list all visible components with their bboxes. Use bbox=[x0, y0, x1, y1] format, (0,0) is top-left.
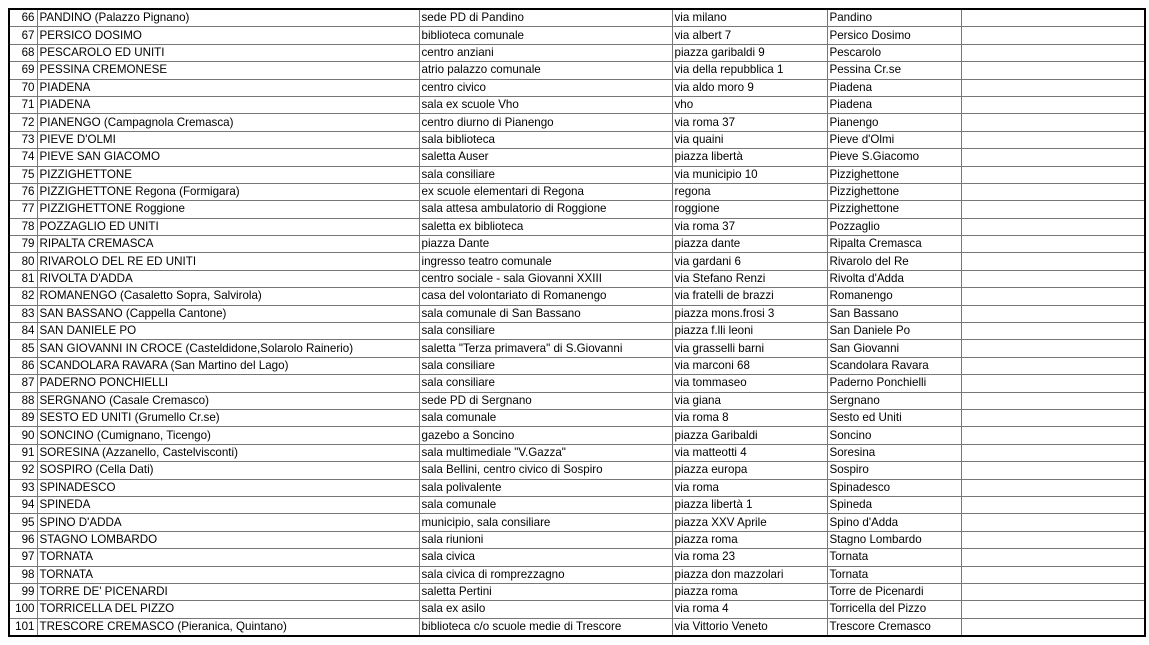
row-number-cell: 97 bbox=[9, 549, 37, 566]
address-cell: via Stefano Renzi bbox=[672, 270, 827, 287]
town-cell: Piadena bbox=[827, 96, 961, 113]
row-number-cell: 73 bbox=[9, 131, 37, 148]
empty-cell bbox=[961, 531, 1145, 548]
row-number-cell: 101 bbox=[9, 618, 37, 636]
venue-cell: biblioteca c/o scuole medie di Trescore bbox=[419, 618, 672, 636]
empty-cell bbox=[961, 9, 1145, 27]
row-number-cell: 87 bbox=[9, 375, 37, 392]
table-row bbox=[9, 531, 1145, 548]
municipality-cell: SAN BASSANO (Cappella Cantone) bbox=[37, 305, 419, 322]
table-row bbox=[9, 270, 1145, 287]
municipality-cell: SAN GIOVANNI IN CROCE (Casteldidone,Solarolo Rainerio) bbox=[37, 340, 419, 357]
row-number-cell: 99 bbox=[9, 583, 37, 600]
locations-table bbox=[8, 8, 1146, 637]
empty-cell bbox=[961, 340, 1145, 357]
town-cell: Torricella del Pizzo bbox=[827, 601, 961, 618]
town-cell: San Bassano bbox=[827, 305, 961, 322]
address-cell: via quaini bbox=[672, 131, 827, 148]
table-row bbox=[9, 409, 1145, 426]
empty-cell bbox=[961, 514, 1145, 531]
address-cell: via milano bbox=[672, 9, 827, 27]
venue-cell: centro anziani bbox=[419, 44, 672, 61]
row-number-cell: 95 bbox=[9, 514, 37, 531]
table-row bbox=[9, 62, 1145, 79]
table-row bbox=[9, 444, 1145, 461]
address-cell: piazza garibaldi 9 bbox=[672, 44, 827, 61]
town-cell: Pieve S.Giacomo bbox=[827, 149, 961, 166]
address-cell: via roma 23 bbox=[672, 549, 827, 566]
row-number-cell: 90 bbox=[9, 427, 37, 444]
empty-cell bbox=[961, 149, 1145, 166]
municipality-cell: PERSICO DOSIMO bbox=[37, 27, 419, 44]
municipality-cell: TORNATA bbox=[37, 566, 419, 583]
table-row bbox=[9, 462, 1145, 479]
table-row bbox=[9, 583, 1145, 600]
address-cell: piazza Garibaldi bbox=[672, 427, 827, 444]
municipality-cell: POZZAGLIO ED UNITI bbox=[37, 218, 419, 235]
venue-cell: atrio palazzo comunale bbox=[419, 62, 672, 79]
town-cell: Sergnano bbox=[827, 392, 961, 409]
municipality-cell: PESCAROLO ED UNITI bbox=[37, 44, 419, 61]
empty-cell bbox=[961, 114, 1145, 131]
municipality-cell: PESSINA CREMONESE bbox=[37, 62, 419, 79]
address-cell: piazza mons.frosi 3 bbox=[672, 305, 827, 322]
venue-cell: sala comunale bbox=[419, 496, 672, 513]
venue-cell: sala civica di romprezzagno bbox=[419, 566, 672, 583]
town-cell: Rivolta d'Adda bbox=[827, 270, 961, 287]
venue-cell: sala consiliare bbox=[419, 166, 672, 183]
town-cell: Soncino bbox=[827, 427, 961, 444]
town-cell: Persico Dosimo bbox=[827, 27, 961, 44]
row-number-cell: 80 bbox=[9, 253, 37, 270]
venue-cell: biblioteca comunale bbox=[419, 27, 672, 44]
table-row bbox=[9, 96, 1145, 113]
venue-cell: sala multimediale "V.Gazza" bbox=[419, 444, 672, 461]
table-row bbox=[9, 392, 1145, 409]
table-row bbox=[9, 566, 1145, 583]
table-row bbox=[9, 375, 1145, 392]
empty-cell bbox=[961, 479, 1145, 496]
town-cell: Rivarolo del Re bbox=[827, 253, 961, 270]
address-cell: via matteotti 4 bbox=[672, 444, 827, 461]
town-cell: Pizzighettone bbox=[827, 183, 961, 200]
table-row bbox=[9, 323, 1145, 340]
row-number-cell: 100 bbox=[9, 601, 37, 618]
address-cell: via gardani 6 bbox=[672, 253, 827, 270]
row-number-cell: 84 bbox=[9, 323, 37, 340]
address-cell: piazza libertà bbox=[672, 149, 827, 166]
empty-cell bbox=[961, 236, 1145, 253]
municipality-cell: SCANDOLARA RAVARA (San Martino del Lago) bbox=[37, 357, 419, 374]
town-cell: Paderno Ponchielli bbox=[827, 375, 961, 392]
address-cell: piazza roma bbox=[672, 531, 827, 548]
empty-cell bbox=[961, 62, 1145, 79]
municipality-cell: PADERNO PONCHIELLI bbox=[37, 375, 419, 392]
row-number-cell: 91 bbox=[9, 444, 37, 461]
municipality-cell: SPINO D'ADDA bbox=[37, 514, 419, 531]
row-number-cell: 77 bbox=[9, 201, 37, 218]
municipality-cell: STAGNO LOMBARDO bbox=[37, 531, 419, 548]
row-number-cell: 96 bbox=[9, 531, 37, 548]
row-number-cell: 94 bbox=[9, 496, 37, 513]
venue-cell: sala civica bbox=[419, 549, 672, 566]
empty-cell bbox=[961, 27, 1145, 44]
municipality-cell: PANDINO (Palazzo Pignano) bbox=[37, 9, 419, 27]
municipality-cell: PIEVE SAN GIACOMO bbox=[37, 149, 419, 166]
address-cell: via roma 8 bbox=[672, 409, 827, 426]
row-number-cell: 72 bbox=[9, 114, 37, 131]
address-cell: via della repubblica 1 bbox=[672, 62, 827, 79]
venue-cell: sala consiliare bbox=[419, 323, 672, 340]
table-row bbox=[9, 514, 1145, 531]
town-cell: Spino d'Adda bbox=[827, 514, 961, 531]
venue-cell: sala polivalente bbox=[419, 479, 672, 496]
municipality-cell: PIADENA bbox=[37, 96, 419, 113]
table-row bbox=[9, 236, 1145, 253]
municipality-cell: RIVAROLO DEL RE ED UNITI bbox=[37, 253, 419, 270]
address-cell: piazza roma bbox=[672, 583, 827, 600]
row-number-cell: 67 bbox=[9, 27, 37, 44]
table-row bbox=[9, 9, 1145, 27]
row-number-cell: 74 bbox=[9, 149, 37, 166]
table-row bbox=[9, 305, 1145, 322]
venue-cell: sala biblioteca bbox=[419, 131, 672, 148]
municipality-cell: PIZZIGHETTONE Regona (Formigara) bbox=[37, 183, 419, 200]
municipality-cell: SPINADESCO bbox=[37, 479, 419, 496]
table-row bbox=[9, 149, 1145, 166]
table-row bbox=[9, 131, 1145, 148]
venue-cell: centro civico bbox=[419, 79, 672, 96]
empty-cell bbox=[961, 270, 1145, 287]
address-cell: via roma 37 bbox=[672, 218, 827, 235]
empty-cell bbox=[961, 183, 1145, 200]
address-cell: piazza libertà 1 bbox=[672, 496, 827, 513]
address-cell: piazza europa bbox=[672, 462, 827, 479]
address-cell: via giana bbox=[672, 392, 827, 409]
empty-cell bbox=[961, 288, 1145, 305]
venue-cell: sala comunale di San Bassano bbox=[419, 305, 672, 322]
town-cell: Piadena bbox=[827, 79, 961, 96]
table-row bbox=[9, 114, 1145, 131]
venue-cell: casa del volontariato di Romanengo bbox=[419, 288, 672, 305]
address-cell: regona bbox=[672, 183, 827, 200]
venue-cell: sede PD di Sergnano bbox=[419, 392, 672, 409]
town-cell: Ripalta Cremasca bbox=[827, 236, 961, 253]
table-row bbox=[9, 357, 1145, 374]
venue-cell: saletta Pertini bbox=[419, 583, 672, 600]
town-cell: Pizzighettone bbox=[827, 201, 961, 218]
table-row bbox=[9, 27, 1145, 44]
venue-cell: sala ex asilo bbox=[419, 601, 672, 618]
town-cell: Pandino bbox=[827, 9, 961, 27]
venue-cell: sala riunioni bbox=[419, 531, 672, 548]
town-cell: Pianengo bbox=[827, 114, 961, 131]
venue-cell: municipio, sala consiliare bbox=[419, 514, 672, 531]
municipality-cell: PIADENA bbox=[37, 79, 419, 96]
row-number-cell: 85 bbox=[9, 340, 37, 357]
address-cell: via roma 37 bbox=[672, 114, 827, 131]
empty-cell bbox=[961, 444, 1145, 461]
municipality-cell: PIZZIGHETTONE Roggione bbox=[37, 201, 419, 218]
table-row bbox=[9, 166, 1145, 183]
municipality-cell: TORRE DE' PICENARDI bbox=[37, 583, 419, 600]
empty-cell bbox=[961, 201, 1145, 218]
address-cell: piazza don mazzolari bbox=[672, 566, 827, 583]
table-row bbox=[9, 601, 1145, 618]
venue-cell: sede PD di Pandino bbox=[419, 9, 672, 27]
town-cell: Pozzaglio bbox=[827, 218, 961, 235]
town-cell: Pescarolo bbox=[827, 44, 961, 61]
empty-cell bbox=[961, 496, 1145, 513]
municipality-cell: TORRICELLA DEL PIZZO bbox=[37, 601, 419, 618]
town-cell: Sospiro bbox=[827, 462, 961, 479]
town-cell: Trescore Cremasco bbox=[827, 618, 961, 636]
municipality-cell: SESTO ED UNITI (Grumello Cr.se) bbox=[37, 409, 419, 426]
empty-cell bbox=[961, 44, 1145, 61]
empty-cell bbox=[961, 583, 1145, 600]
venue-cell: saletta ex biblioteca bbox=[419, 218, 672, 235]
empty-cell bbox=[961, 96, 1145, 113]
table-row bbox=[9, 479, 1145, 496]
table-row bbox=[9, 618, 1145, 636]
venue-cell: gazebo a Soncino bbox=[419, 427, 672, 444]
municipality-cell: SONCINO (Cumignano, Ticengo) bbox=[37, 427, 419, 444]
row-number-cell: 98 bbox=[9, 566, 37, 583]
empty-cell bbox=[961, 427, 1145, 444]
town-cell: Pessina Cr.se bbox=[827, 62, 961, 79]
municipality-cell: SPINEDA bbox=[37, 496, 419, 513]
row-number-cell: 79 bbox=[9, 236, 37, 253]
table-row bbox=[9, 44, 1145, 61]
address-cell: via aldo moro 9 bbox=[672, 79, 827, 96]
empty-cell bbox=[961, 392, 1145, 409]
row-number-cell: 81 bbox=[9, 270, 37, 287]
empty-cell bbox=[961, 323, 1145, 340]
row-number-cell: 76 bbox=[9, 183, 37, 200]
municipality-cell: PIEVE D'OLMI bbox=[37, 131, 419, 148]
address-cell: via marconi 68 bbox=[672, 357, 827, 374]
row-number-cell: 78 bbox=[9, 218, 37, 235]
table-row bbox=[9, 79, 1145, 96]
venue-cell: sala consiliare bbox=[419, 357, 672, 374]
town-cell: Pieve d'Olmi bbox=[827, 131, 961, 148]
venue-cell: piazza Dante bbox=[419, 236, 672, 253]
municipality-cell: SERGNANO (Casale Cremasco) bbox=[37, 392, 419, 409]
empty-cell bbox=[961, 305, 1145, 322]
table-row bbox=[9, 549, 1145, 566]
empty-cell bbox=[961, 166, 1145, 183]
municipality-cell: RIVOLTA D'ADDA bbox=[37, 270, 419, 287]
municipality-cell: PIANENGO (Campagnola Cremasca) bbox=[37, 114, 419, 131]
empty-cell bbox=[961, 357, 1145, 374]
row-number-cell: 88 bbox=[9, 392, 37, 409]
municipality-cell: SOSPIRO (Cella Dati) bbox=[37, 462, 419, 479]
town-cell: Sesto ed Uniti bbox=[827, 409, 961, 426]
town-cell: Tornata bbox=[827, 549, 961, 566]
municipality-cell: SAN DANIELE PO bbox=[37, 323, 419, 340]
table-row bbox=[9, 253, 1145, 270]
table-row bbox=[9, 288, 1145, 305]
venue-cell: ingresso teatro comunale bbox=[419, 253, 672, 270]
address-cell: vho bbox=[672, 96, 827, 113]
town-cell: Soresina bbox=[827, 444, 961, 461]
municipality-cell: SORESINA (Azzanello, Castelvisconti) bbox=[37, 444, 419, 461]
empty-cell bbox=[961, 618, 1145, 636]
venue-cell: sala attesa ambulatorio di Roggione bbox=[419, 201, 672, 218]
municipality-cell: PIZZIGHETTONE bbox=[37, 166, 419, 183]
town-cell: Tornata bbox=[827, 566, 961, 583]
municipality-cell: TORNATA bbox=[37, 549, 419, 566]
town-cell: Romanengo bbox=[827, 288, 961, 305]
row-number-cell: 83 bbox=[9, 305, 37, 322]
row-number-cell: 89 bbox=[9, 409, 37, 426]
address-cell: via municipio 10 bbox=[672, 166, 827, 183]
empty-cell bbox=[961, 601, 1145, 618]
table-row bbox=[9, 183, 1145, 200]
address-cell: piazza f.lli leoni bbox=[672, 323, 827, 340]
table-row bbox=[9, 218, 1145, 235]
address-cell: roggione bbox=[672, 201, 827, 218]
empty-cell bbox=[961, 409, 1145, 426]
row-number-cell: 82 bbox=[9, 288, 37, 305]
municipality-cell: ROMANENGO (Casaletto Sopra, Salvirola) bbox=[37, 288, 419, 305]
address-cell: via Vittorio Veneto bbox=[672, 618, 827, 636]
address-cell: via tommaseo bbox=[672, 375, 827, 392]
table-row bbox=[9, 496, 1145, 513]
table-row bbox=[9, 201, 1145, 218]
town-cell: Stagno Lombardo bbox=[827, 531, 961, 548]
venue-cell: centro diurno di Pianengo bbox=[419, 114, 672, 131]
town-cell: San Daniele Po bbox=[827, 323, 961, 340]
venue-cell: sala Bellini, centro civico di Sospiro bbox=[419, 462, 672, 479]
row-number-cell: 70 bbox=[9, 79, 37, 96]
town-cell: Spineda bbox=[827, 496, 961, 513]
empty-cell bbox=[961, 131, 1145, 148]
town-cell: San Giovanni bbox=[827, 340, 961, 357]
empty-cell bbox=[961, 549, 1145, 566]
empty-cell bbox=[961, 253, 1145, 270]
venue-cell: saletta Auser bbox=[419, 149, 672, 166]
address-cell: piazza XXV Aprile bbox=[672, 514, 827, 531]
table-body bbox=[9, 9, 1145, 636]
row-number-cell: 68 bbox=[9, 44, 37, 61]
row-number-cell: 86 bbox=[9, 357, 37, 374]
address-cell: via roma 4 bbox=[672, 601, 827, 618]
empty-cell bbox=[961, 79, 1145, 96]
venue-cell: centro sociale - sala Giovanni XXIII bbox=[419, 270, 672, 287]
address-cell: piazza dante bbox=[672, 236, 827, 253]
venue-cell: sala comunale bbox=[419, 409, 672, 426]
empty-cell bbox=[961, 375, 1145, 392]
town-cell: Spinadesco bbox=[827, 479, 961, 496]
venue-cell: saletta "Terza primavera" di S.Giovanni bbox=[419, 340, 672, 357]
empty-cell bbox=[961, 462, 1145, 479]
address-cell: via roma bbox=[672, 479, 827, 496]
town-cell: Pizzighettone bbox=[827, 166, 961, 183]
table-row bbox=[9, 340, 1145, 357]
address-cell: via albert 7 bbox=[672, 27, 827, 44]
venue-cell: sala ex scuole Vho bbox=[419, 96, 672, 113]
table-row bbox=[9, 427, 1145, 444]
empty-cell bbox=[961, 218, 1145, 235]
municipality-cell: TRESCORE CREMASCO (Pieranica, Quintano) bbox=[37, 618, 419, 636]
venue-cell: sala consiliare bbox=[419, 375, 672, 392]
address-cell: via fratelli de brazzi bbox=[672, 288, 827, 305]
town-cell: Torre de Picenardi bbox=[827, 583, 961, 600]
row-number-cell: 66 bbox=[9, 9, 37, 27]
empty-cell bbox=[961, 566, 1145, 583]
row-number-cell: 75 bbox=[9, 166, 37, 183]
row-number-cell: 93 bbox=[9, 479, 37, 496]
municipality-cell: RIPALTA CREMASCA bbox=[37, 236, 419, 253]
town-cell: Scandolara Ravara bbox=[827, 357, 961, 374]
venue-cell: ex scuole elementari di Regona bbox=[419, 183, 672, 200]
row-number-cell: 69 bbox=[9, 62, 37, 79]
row-number-cell: 71 bbox=[9, 96, 37, 113]
address-cell: via grasselli barni bbox=[672, 340, 827, 357]
row-number-cell: 92 bbox=[9, 462, 37, 479]
